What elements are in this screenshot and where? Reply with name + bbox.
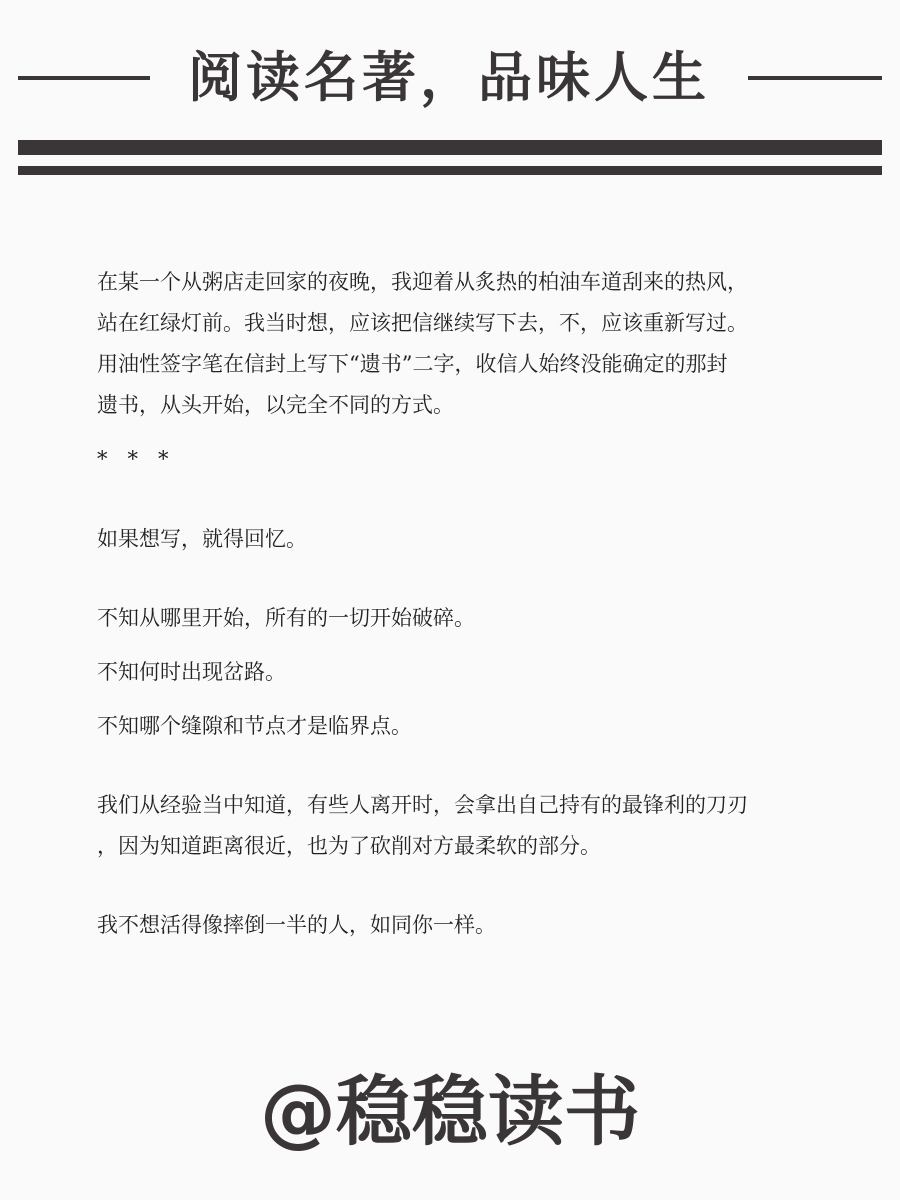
paragraph-line: 不知从哪里开始，所有的一切开始破碎。 [97,606,475,630]
header [0,40,900,120]
paragraph-line: 用油性签字笔在信封上写下“遗书”二字，收信人始终没能确定的那封 [97,352,728,376]
account-signature: @稳稳读书 [260,1067,640,1156]
page-title: 阅读名著，品味人生 [188,46,710,109]
paragraph-line: ，因为知道距离很近，也为了砍削对方最柔软的部分。 [97,834,601,858]
paragraph-line: 在某一个从粥店走回家的夜晚，我迎着从炙热的柏油车道刮来的热风， [97,270,748,294]
article-body [97,262,817,946]
divider-thick [18,140,882,155]
paragraph-line: 我不想活得像摔倒一半的人，如同你一样。 [97,913,496,937]
header-right-rule [748,76,882,80]
divider-thin [18,166,882,175]
paragraph-line: 不知何时出现岔路。 [97,660,286,684]
paragraph-line: 不知哪个缝隙和节点才是临界点。 [97,714,412,738]
section-separator: * * * [97,447,169,471]
paragraph-line: 我们从经验当中知道，有些人离开时，会拿出自己持有的最锋利的刀刃 [97,793,748,817]
header-left-rule [18,76,150,80]
paragraph-line: 如果想写，就得回忆。 [97,527,307,551]
paragraph-line: 站在红绿灯前。我当时想，应该把信继续写下去，不，应该重新写过。 [97,311,748,335]
paragraph-line: 遗书，从头开始，以完全不同的方式。 [97,393,454,417]
